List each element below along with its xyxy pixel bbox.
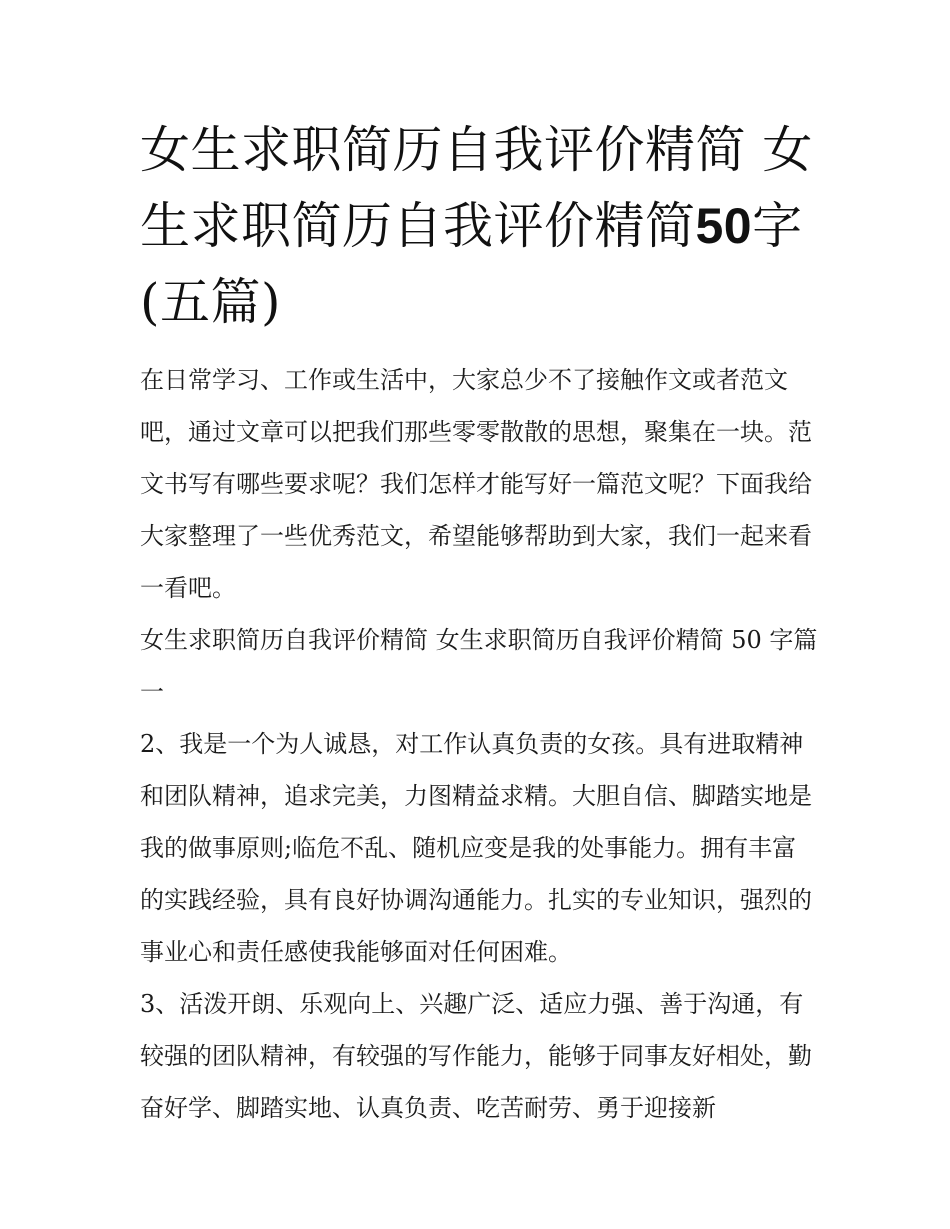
list-item-2: 2、我是一个为人诚恳，对工作认真负责的女孩。具有进取精神和团队精神，追求完美，力图精益求精。大胆自信、脚踏实地是我的做事原则;临危不乱、随机应变是我的处事能力。拥有丰富的实践经验，具有良好协调沟通能力。扎实的专业知识，强烈的事业心和责任感使我能够面对任何困难。 <box>140 730 812 966</box>
title-text-part2: 字(五篇) <box>140 197 803 331</box>
section-heading: 女生求职简历自我评价精简 女生求职简历自我评价精简 50 字篇一 <box>140 626 818 706</box>
title-number: 50 <box>695 198 753 254</box>
list-item-3: 3、活泼开朗、乐观向上、兴趣广泛、适应力强、善于沟通，有较强的团队精神，有较强的写作能力，能够于同事友好相处，勤奋好学、脚踏实地、认真负责、吃苦耐劳、勇于迎接新 <box>140 990 812 1122</box>
document-title <box>140 112 820 340</box>
document-body <box>140 354 820 1134</box>
title-text-part1: 女生求职简历自我评价精简 女生求职简历自我评价精简 <box>140 121 813 255</box>
intro-paragraph: 在日常学习、工作或生活中，大家总少不了接触作文或者范文吧，通过文章可以把我们那些零零散散的思想，聚集在一块。范文书写有哪些要求呢？我们怎样才能写好一篇范文呢？下面我给大家整理了一些优秀范文，希望能够帮助到大家，我们一起来看一看吧。 <box>140 366 812 602</box>
